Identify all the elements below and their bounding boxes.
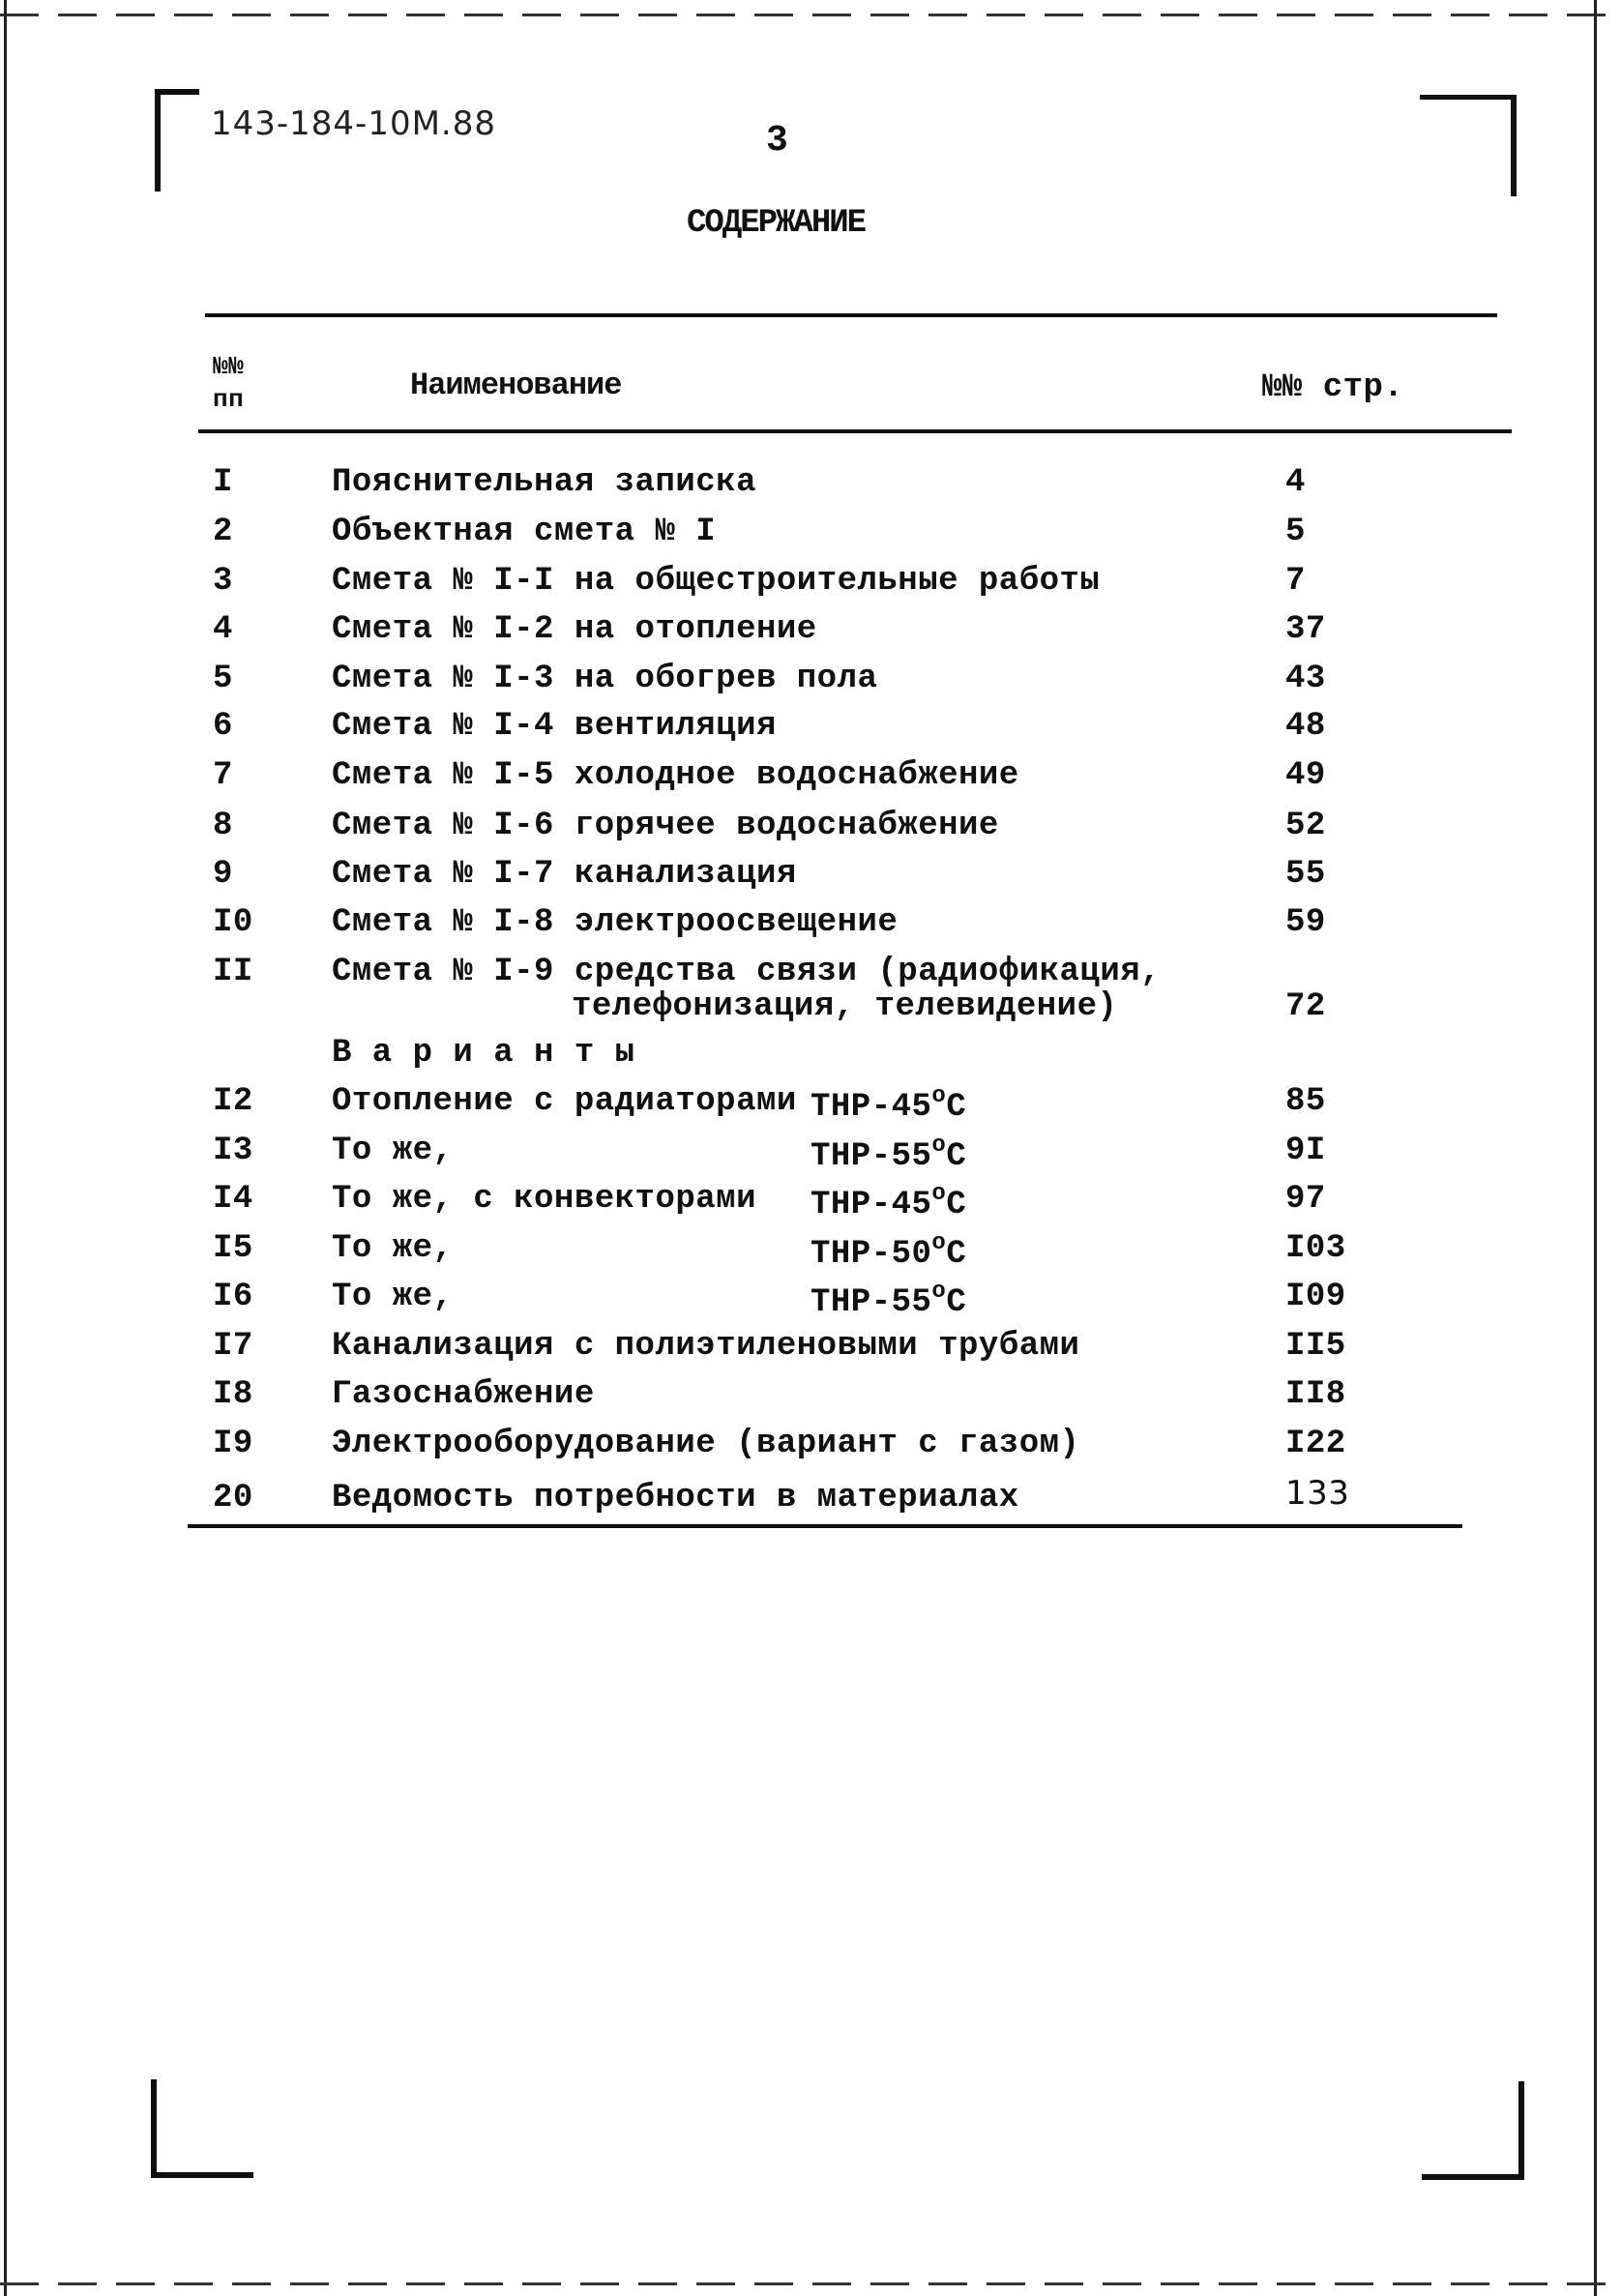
table-row: 8 Смета № I-6 горячее водоснабжение 52 bbox=[213, 808, 1326, 844]
table-bottom-rule bbox=[188, 1524, 1462, 1528]
table-row: 6 Смета № I-4 вентиляция 48 bbox=[213, 708, 1326, 745]
table-row: I7 Канализация с полиэтиленовыми трубами II5 bbox=[213, 1328, 1346, 1365]
corner-top-left bbox=[155, 89, 199, 191]
header-name: Наименование bbox=[410, 368, 622, 403]
page-number: 3 bbox=[766, 120, 789, 162]
row-name-line2: телефонизация, телевидение) bbox=[572, 988, 1118, 1025]
section-label-variants: В а р и а н т ы bbox=[332, 1035, 635, 1072]
top-edge bbox=[0, 14, 1621, 16]
corner-top-right bbox=[1420, 95, 1517, 196]
table-row: 7 Смета № I-5 холодное водоснабжение 49 bbox=[213, 757, 1326, 794]
table-row: I3 То же, ТНР-$55^оС$ 9I bbox=[213, 1133, 1326, 1175]
table-row: 9 Смета № I-7 канализация 55 bbox=[213, 856, 1326, 893]
table-row: I Пояснительная записка 4 bbox=[213, 464, 1306, 501]
page-title: СОДЕРЖАНИЕ bbox=[687, 205, 866, 242]
table-row: I6 То же, ТНР-$55^оС$ I09 bbox=[213, 1279, 1346, 1321]
header-num-line1: №№ bbox=[213, 352, 245, 381]
table-row: I9 Электрооборудование (вариант с газом) I22 bbox=[213, 1426, 1346, 1462]
header-num-line2: пп bbox=[213, 385, 245, 414]
header-bottom-rule bbox=[198, 429, 1512, 433]
bottom-edge bbox=[0, 2282, 1621, 2285]
table-row: I5 То же, ТНР-$50^оС$ I03 bbox=[213, 1230, 1346, 1273]
table-row: 20 Ведомость потребности в материалах 133 bbox=[213, 1474, 1350, 1516]
table-row: 3 Смета № I-I на общестроительные работы 7 bbox=[213, 563, 1306, 600]
table-row: I4 То же, с конвекторами ТНР-$45^оС$ 97 bbox=[213, 1181, 1326, 1223]
table-row: 4 Смета № I-2 на отопление 37 bbox=[213, 611, 1326, 648]
document-code: 143-184-10М.88 bbox=[211, 104, 496, 143]
header-page: №№ стр. bbox=[1262, 369, 1404, 406]
table-row: 5 Смета № I-3 на обогрев пола 43 bbox=[213, 661, 1326, 697]
table-row: I2 Отопление с радиаторами ТНР-$45^оС$ 85 bbox=[213, 1083, 1326, 1126]
table-top-rule bbox=[205, 313, 1497, 317]
table-row: I8 Газоснабжение II8 bbox=[213, 1376, 1346, 1413]
corner-bottom-right bbox=[1422, 2081, 1524, 2180]
table-row: I0 Смета № I-8 электроосвещение 59 bbox=[213, 904, 1326, 941]
table-row: 2 Объектная смета № I 5 bbox=[213, 514, 1306, 550]
table-row: II Смета № I-9 средства связи (радиофикация, телефонизация, телевидение) 72 bbox=[213, 954, 1326, 1025]
corner-bottom-left bbox=[151, 2079, 253, 2178]
